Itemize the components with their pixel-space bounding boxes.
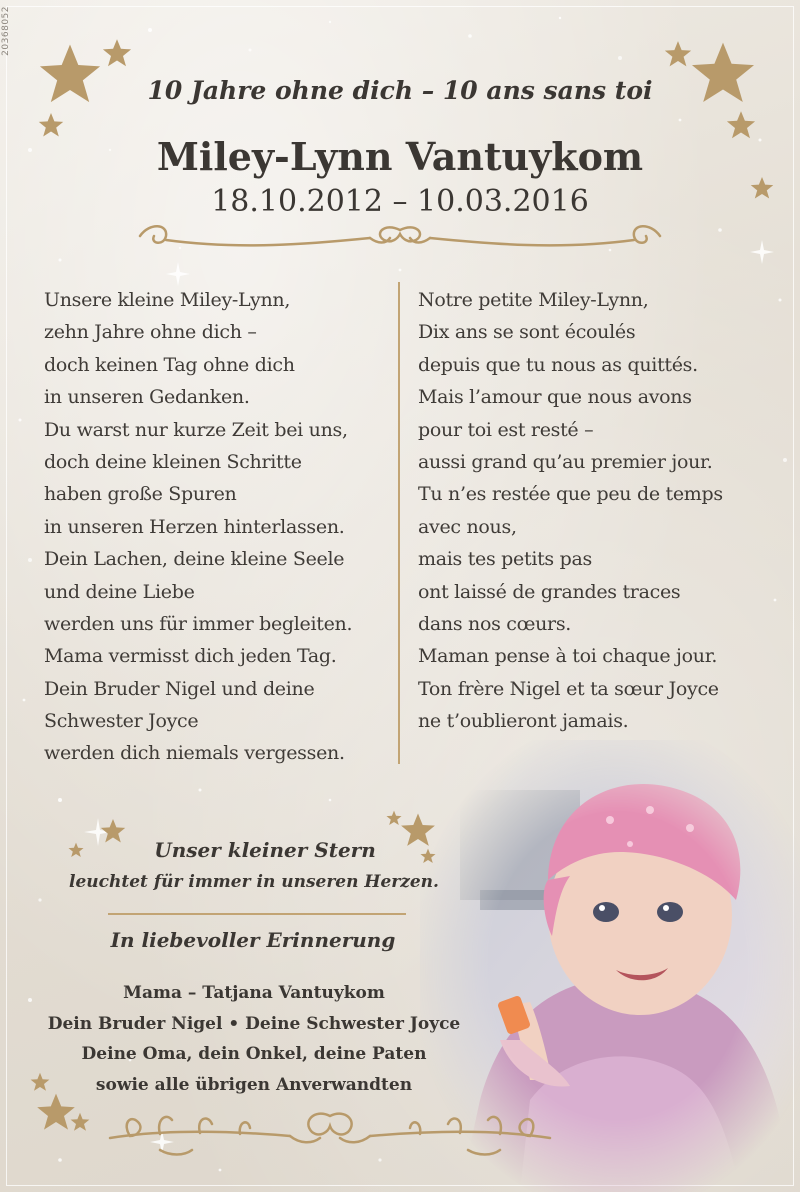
french-line: ne t’oublieront jamais.	[418, 710, 629, 733]
german-text-column	[44, 284, 352, 770]
german-line: doch deine kleinen Schritte	[44, 450, 302, 473]
star-icon	[664, 40, 692, 68]
signer-line: Dein Bruder Nigel • Deine Schwester Joyce	[47, 1013, 461, 1034]
star-icon	[386, 810, 402, 826]
french-line: avec nous,	[418, 515, 517, 538]
german-line: werden dich niemals vergessen.	[44, 742, 345, 765]
signers-list	[0, 978, 508, 1100]
german-line: Mama vermisst dich jeden Tag.	[44, 645, 337, 668]
star-icon	[70, 1112, 90, 1132]
star-tagline-subtitle: leuchtet für immer in unseren Herzen.	[69, 872, 439, 892]
deceased-name: Miley-Lynn Vantuykom	[156, 134, 644, 179]
german-line: haben große Spuren	[44, 483, 237, 506]
reference-code: 20368052	[1, 6, 11, 56]
french-line: Tu n’es restée que peu de temps	[418, 483, 723, 506]
german-line: werden uns für immer begleiten.	[44, 612, 353, 635]
signer-line: Mama – Tatjana Vantuykom	[123, 983, 385, 1003]
column-divider	[398, 282, 400, 764]
french-line: ont laissé de grandes traces	[418, 580, 681, 603]
german-line: Unsere kleine Miley-Lynn,	[44, 289, 291, 311]
french-line: Ton frère Nigel et ta sœur Joyce	[418, 677, 719, 700]
section-rule	[108, 913, 406, 915]
french-line: dans nos cœurs.	[418, 612, 572, 635]
german-line: Du warst nur kurze Zeit bei uns,	[44, 418, 348, 441]
german-line: Schwester Joyce	[44, 710, 199, 733]
star-icon	[102, 38, 132, 68]
signer-line: sowie alle übrigen Anverwandten	[95, 1074, 413, 1095]
french-line: Notre petite Miley-Lynn,	[418, 289, 649, 311]
german-line: doch keinen Tag ohne dich	[44, 353, 295, 376]
german-line: in unseren Herzen hinterlassen.	[44, 515, 345, 538]
ornament-divider-icon	[120, 218, 680, 254]
french-line: pour toi est resté –	[418, 418, 594, 441]
german-line: zehn Jahre ohne dich –	[44, 321, 257, 344]
german-line: Dein Lachen, deine kleine Seele	[44, 548, 345, 571]
french-line: mais tes petits pas	[418, 548, 592, 571]
in-loving-memory: In liebevoller Erinnerung	[110, 928, 396, 952]
german-line: Dein Bruder Nigel und deine	[44, 677, 315, 700]
floral-ornament-icon	[100, 1104, 560, 1164]
french-line: Dix ans se sont écoulés	[418, 321, 636, 344]
german-line: und deine Liebe	[44, 580, 195, 603]
french-line: aussi grand qu’au premier jour.	[418, 450, 713, 473]
star-tagline-title: Unser kleiner Stern	[154, 838, 376, 862]
german-line: in unseren Gedanken.	[44, 386, 250, 409]
french-text-column	[418, 284, 723, 737]
french-line: Mais l’amour que nous avons	[418, 386, 692, 409]
signer-line: Deine Oma, dein Onkel, deine Paten	[81, 1044, 427, 1065]
french-line: Maman pense à toi chaque jour.	[418, 645, 718, 668]
life-dates: 18.10.2012 – 10.03.2016	[211, 184, 589, 219]
anniversary-subtitle: 10 Jahre ohne dich – 10 ans sans toi	[147, 76, 653, 105]
french-line: depuis que tu nous as quittés.	[418, 353, 698, 376]
